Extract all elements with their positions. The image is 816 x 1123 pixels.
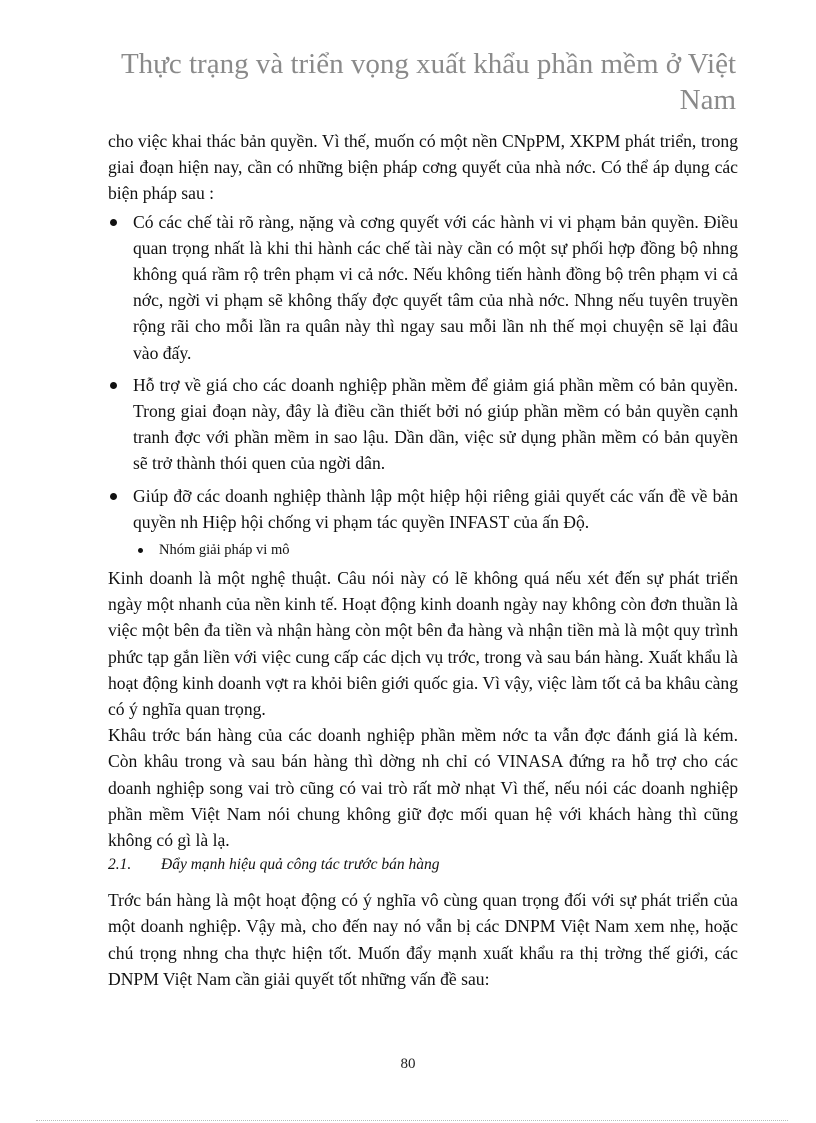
page-header-title: Thực trạng và triển vọng xuất khẩu phần mềm ở Việt Nam xyxy=(120,48,736,116)
footer-divider xyxy=(36,1120,788,1121)
paragraph-presales-assessment: Khâu trớc bán hàng của các doanh nghiệp phần mềm nớc ta vẫn đợc đánh giá là kém. Còn khâu trong và sau bán hàng thì dờng nh chỉ có VINASA đứng ra hỗ trợ cho các doanh nghiệp song vai trò cũng có vai trò rất mờ nhạt Vì thế, nếu nói các doanh nghiệp phần mềm Việt Nam nói chung không giữ đợc mối quan hệ với khách hàng thì cũng không có gì là lạ. xyxy=(108,725,738,851)
paragraph-business: Kinh doanh là một nghệ thuật. Câu nói này có lẽ không quá nếu xét đến sự phát triển ngày một nhanh của nền kinh tế. Hoạt động kinh doanh ngày nay không còn đơn thuần là việc một bên đa tiền và nhận hàng còn một bên đa hàng và nhận tiền mà là một quy trình phức tạp gắn liền với việc cung cấp các dịch vụ trớc, trong và sau bán hàng. Xuất khẩu là hoạt động kinh doanh vợt ra khỏi biên giới quốc gia. Vì vậy, việc làm tốt cả ba khâu càng có ý nghĩa quan trọng. xyxy=(108,568,738,720)
bullet-list xyxy=(108,209,738,535)
bullet-text: Giúp đỡ các doanh nghiệp thành lập một hiệp hội riêng giải quyết các vấn đề về bản quyền nh Hiệp hội chống vi phạm tác quyền INFAST của ấn Độ. xyxy=(133,485,738,532)
section-title: Đẩy mạnh hiệu quả công tác trước bán hàng xyxy=(161,856,440,874)
bullet-item xyxy=(108,483,738,535)
bullet-text: Hỗ trợ về giá cho các doanh nghiệp phần mềm để giảm giá phần mềm có bản quyền. Trong giai đoạn này, đây là điều cần thiết bởi nó giúp phần mềm có bản quyền cạnh tranh đợc với phần mềm in sao lậu. Dần dần, việc sử dụng phần mềm có bản quyền sẽ trở thành thói quen của ngời dân. xyxy=(133,374,738,474)
bullet-icon xyxy=(138,548,143,553)
document-body xyxy=(108,128,738,992)
intro-paragraph: cho việc khai thác bản quyền. Vì thế, muốn có một nền CNpPM, XKPM phát triển, trong giai đoạn hiện nay, cần có những biện pháp cơng quyết của nhà nớc. Có thể áp dụng các biện pháp sau : xyxy=(108,131,738,204)
section-number: 2.1. xyxy=(108,856,132,874)
bullet-icon xyxy=(110,219,117,226)
sub-bullet-item xyxy=(108,539,738,561)
bullet-item xyxy=(108,372,738,477)
bullet-icon xyxy=(110,382,117,389)
sub-bullet-text: Nhóm giải pháp vi mô xyxy=(159,542,290,559)
paragraph-presales: Trớc bán hàng là một hoạt động có ý nghĩa vô cùng quan trọng đối với sự phát triển của một doanh nghiệp. Vậy mà, cho đến nay nó vẫn bị các DNPM Việt Nam xem nhẹ, hoặc chú trọng nhng cha thực hiện tốt. Muốn đẩy mạnh xuất khẩu ra thị trờng thế giới, các DNPM Việt Nam cần giải quyết tốt những vấn đề sau: xyxy=(108,890,738,989)
bullet-icon xyxy=(110,493,117,500)
page-number: 80 xyxy=(400,1056,416,1072)
section-heading xyxy=(108,853,738,877)
bullet-item xyxy=(108,209,738,366)
bullet-text: Có các chế tài rõ ràng, nặng và cơng quyết với các hành vi vi phạm bản quyền. Điều quan trọng nhất là khi thi hành các chế tài này cần có một sự phối hợp đồng bộ nhng không quá rầm rộ trên phạm vi cả nớc. Nếu không tiến hành đồng bộ trên phạm vi cả nớc, ngời vi phạm sẽ không thấy đợc quyết tâm của nhà nớc. Nhng nếu tuyên truyền rộng rãi cho mỗi lần ra quân này thì ngay sau mỗi lần nh thế mọi chuyện sẽ lại đâu vào đấy. xyxy=(133,211,738,363)
